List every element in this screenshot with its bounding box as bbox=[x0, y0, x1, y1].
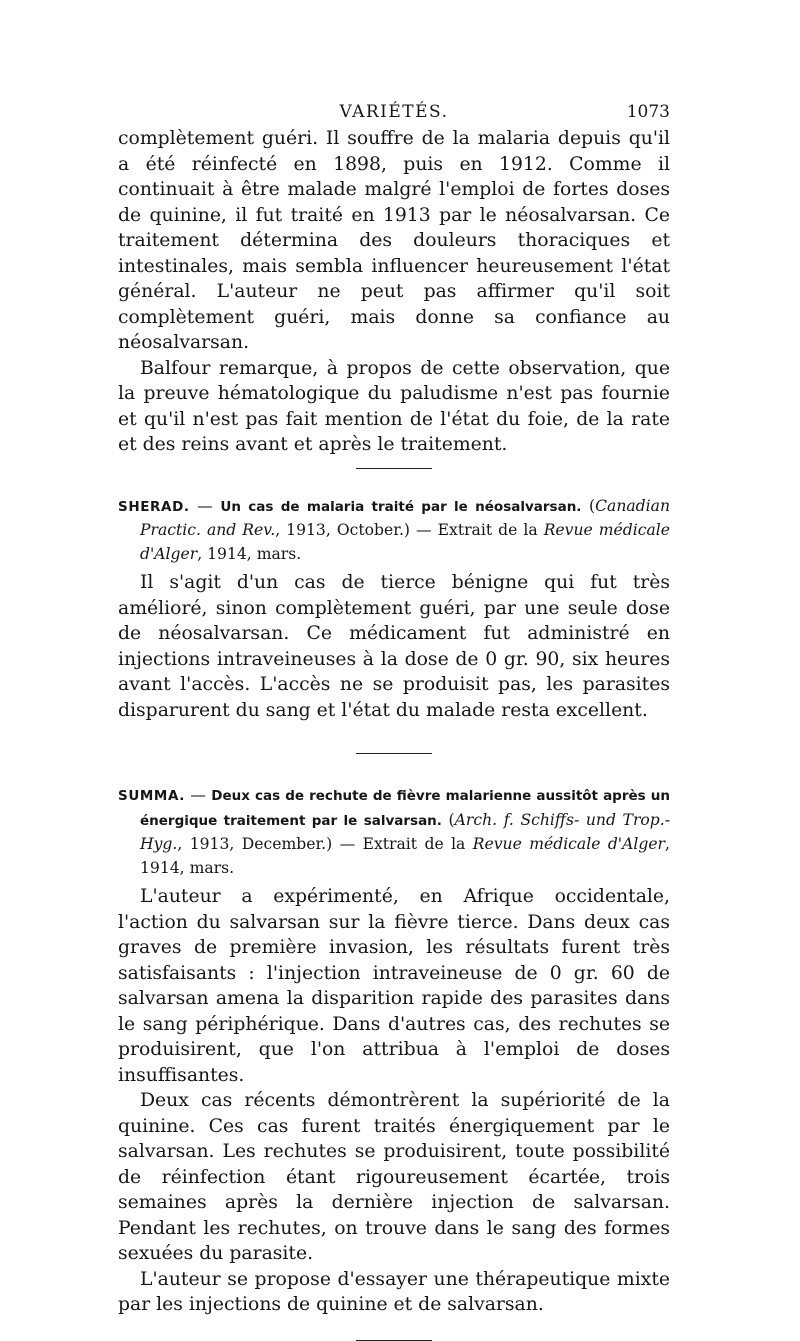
running-title: VARIÉTÉS. bbox=[339, 102, 449, 122]
ref-middle: , 1913, December.) — Extrait de la bbox=[177, 835, 473, 853]
source-journal: Revue médicale d'Alger bbox=[140, 521, 670, 563]
journal-name: Canadian Practic. and Rev. bbox=[140, 496, 670, 539]
page bbox=[118, 100, 670, 1341]
abstract-paragraph: Il s'agit d'un cas de tierce bénigne qui fut très amélioré, sinon complètement guéri, par une seule dose de néosalvarsan. Ce médicament fut administré en injections intraveineuses à la dose de 0 gr. 90, six heures avant l'accès. L'accès ne se produisit pas, les parasites disparurent du sang et l'état du malade resta excellent. bbox=[118, 572, 670, 721]
ref-end: , 1914, mars. bbox=[197, 544, 302, 563]
abstract-sherad bbox=[118, 495, 670, 724]
ref-middle: , 1913, October.) — Extrait de la bbox=[275, 521, 544, 539]
running-head bbox=[118, 100, 670, 126]
entry-dash: — bbox=[184, 786, 212, 804]
section-divider bbox=[356, 1340, 432, 1341]
abstract-paragraph: L'auteur se propose d'essayer une thérapeutique mixte par les injections de quinine et de salvarsan. bbox=[118, 1268, 670, 1315]
continued-paragraph: complètement guéri. Il souffre de la malaria depuis qu'il a été réinfecté en 1898, puis en 1912. Comme il continuait à être malade malgré l'emploi de fortes doses de quinine, il fut traité en 1913 par le néosalvarsan. Ce traitement détermina des douleurs thoraciques et intestinales, mais sembla influencer heureusement l'état général. L'auteur ne peut pas affirmer qu'il soit complètement guéri, mais donne sa confiance au néosalvarsan. bbox=[118, 128, 670, 353]
abstract-paragraph: L'auteur a expérimenté, en Afrique occidentale, l'action du salvarsan sur la fièvre tierce. Dans deux cas graves de première invasion, les résultats furent très satisfaisants : l'injection intraveineuse de 0 gr. 60 de salvarsan amena la disparition rapide des parasites dans le sang périphérique. Dans d'autres cas, des rechutes se produisirent, que l'on attribua à l'emploi de doses insuffisantes. bbox=[118, 886, 670, 1086]
entry-heading bbox=[118, 495, 670, 567]
entry-author: SUMMA. bbox=[118, 788, 185, 804]
entry-title: Deux cas de rechute de fièvre malarienne aussitôt après un énergique traitement par le salvarsan. bbox=[140, 788, 670, 829]
page-number: 1073 bbox=[626, 102, 670, 122]
balfour-paragraph: Balfour remarque, à propos de cette observation, que la preuve hématologique du paludisme n'est pas fournie et qu'il n'est pas fait mention de l'état du foie, de la rate et des reins avant et après le traitement. bbox=[118, 357, 670, 455]
journal-name: Arch. f. Schiffs- und Trop.-Hyg. bbox=[140, 810, 670, 853]
ref-open: ( bbox=[581, 496, 596, 515]
ref-open: ( bbox=[441, 810, 455, 829]
ref-end: , 1914, mars. bbox=[140, 835, 670, 877]
entry-dash: — bbox=[189, 496, 221, 515]
entry-title: Un cas de malaria traité par le néosalvarsan. bbox=[220, 498, 582, 515]
abstract-summa bbox=[118, 784, 670, 1318]
entry-heading bbox=[118, 784, 670, 880]
section-divider bbox=[356, 753, 432, 754]
abstract-paragraph: Deux cas récents démontrèrent la supériorité de la quinine. Ces cas furent traités énergiquement par le salvarsan. Les rechutes se produisirent, toute possibilité de réinfection étant rigoureusement écartée, trois semaines après la dernière injection de salvarsan. Pendant les rechutes, on trouve dans le sang des formes sexuées du parasite. bbox=[118, 1090, 670, 1264]
entry-author: SHERAD. bbox=[118, 498, 190, 515]
source-journal: Revue médicale d'Alger bbox=[472, 835, 666, 853]
section-divider bbox=[356, 468, 432, 469]
